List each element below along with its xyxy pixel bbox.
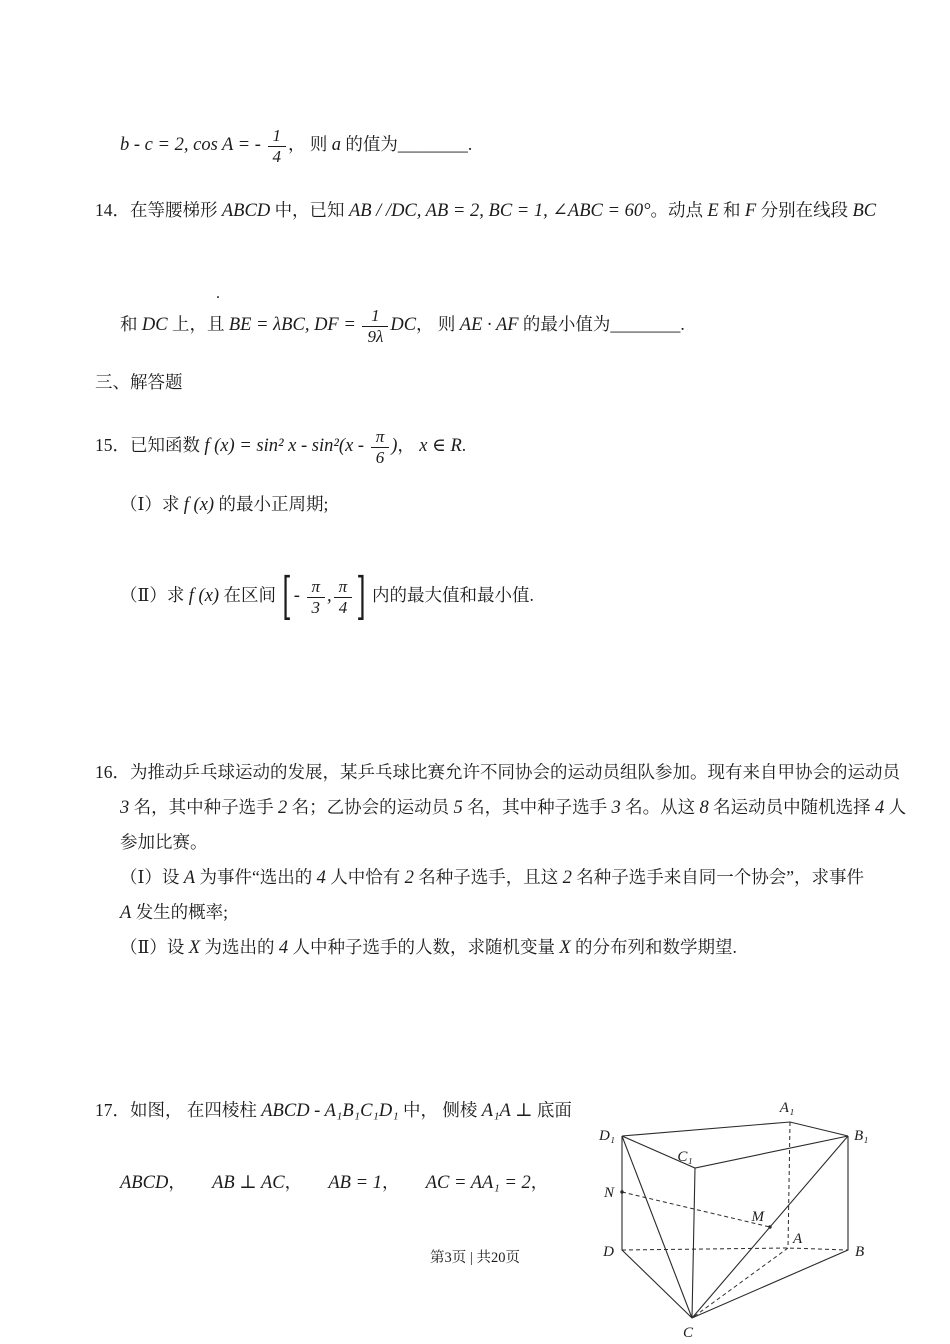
math-text: BE = λBC, DF = — [228, 315, 361, 336]
cjk-text: ， — [381, 1172, 426, 1192]
math-text: F — [744, 201, 757, 221]
math-text: 8 — [699, 798, 709, 818]
math-text: ABCD - A₁B₁C₁D₁ — [261, 1101, 399, 1121]
cjk-text: 名运动员中随机选择 — [708, 797, 875, 817]
fraction-denominator: 3 — [307, 597, 326, 618]
cjk-text: 的最小值为________. — [518, 314, 685, 335]
cjk-text: 和 — [120, 314, 142, 335]
vertex-label-b: B — [855, 1244, 865, 1260]
cjk-text: （Ⅱ）求 — [120, 585, 189, 606]
cjk-text: 15．已知函数 — [95, 435, 205, 456]
prism-figure — [585, 1088, 880, 1344]
vertex-label-c1: C₁ — [677, 1149, 693, 1165]
vertex-label-m: M — [751, 1209, 764, 1225]
math-text: 3 — [611, 798, 621, 818]
cjk-text: 名，其中种子选手 — [462, 797, 612, 817]
math-text: 2 — [562, 868, 572, 888]
math-text: DC — [141, 315, 168, 336]
math-text: AC = AA₁ = 2 — [425, 1173, 531, 1193]
big-bracket: [ — [282, 566, 292, 626]
math-text: ) — [391, 436, 398, 457]
math-text: 4 — [316, 868, 326, 888]
fraction-denominator: 9λ — [362, 326, 388, 347]
cjk-text: 17．如图， 在四棱柱 — [95, 1100, 262, 1120]
cjk-text: 人中恰有 — [325, 867, 405, 887]
cjk-text: 人中种子选手的人数，求随机变量 — [288, 937, 560, 957]
cjk-text: 参加比赛。 — [120, 832, 208, 852]
math-text: f (x) — [183, 495, 215, 515]
fraction — [334, 577, 353, 617]
math-text: DC — [390, 315, 417, 336]
math-text: AE · AF — [459, 315, 519, 336]
cjk-text: （Ⅱ）设 — [120, 937, 189, 957]
cjk-text: 名。从这 — [620, 797, 700, 817]
math-text: , — [327, 586, 332, 607]
math-text: 4 — [875, 798, 885, 818]
question-15-part2 — [120, 566, 534, 626]
cjk-text: ， — [397, 435, 420, 456]
cjk-text: 发生的概率; — [131, 902, 229, 922]
cjk-text: （Ⅰ）求 — [120, 494, 184, 514]
vertex-label-b1: B₁ — [854, 1128, 869, 1144]
cjk-text: 上，且 — [167, 314, 229, 335]
fraction-numerator: 1 — [272, 126, 282, 145]
math-text: AB / /DC, AB = 2, BC = 1, ∠ABC = 60° — [348, 201, 651, 221]
cjk-text: 内的最大值和最小值. — [367, 585, 534, 606]
big-bracket: ] — [356, 566, 366, 626]
question-16-line3 — [120, 830, 208, 855]
vertex-label-d: D — [603, 1244, 614, 1260]
fraction — [362, 306, 388, 346]
math-text: ABCD — [221, 201, 271, 221]
math-text: AB = 1 — [328, 1173, 382, 1193]
vertex-label-a1: A₁ — [779, 1100, 795, 1116]
question-17-line2 — [120, 1170, 548, 1197]
math-text: A₁A ⊥ — [481, 1101, 533, 1121]
question-16-line1 — [95, 760, 900, 785]
vertex-label-c: C — [682, 1325, 694, 1341]
vertex-label-d1: D₁ — [598, 1128, 615, 1144]
cjk-text: 为事件“选出的 — [195, 867, 317, 887]
cjk-text: 中， 侧棱 — [398, 1100, 482, 1120]
cjk-text: 人 — [884, 797, 907, 817]
math-text: 3 — [120, 798, 130, 818]
cjk-text: 分别在线段 — [756, 200, 853, 220]
math-text: E — [707, 201, 719, 221]
midpoint-dots — [620, 1190, 771, 1228]
cjk-text: 和 — [718, 200, 745, 220]
cjk-text: 在区间 — [219, 585, 281, 606]
cjk-text: . — [461, 435, 467, 456]
math-text: 5 — [453, 798, 463, 818]
cjk-text: ， 则 — [288, 134, 332, 155]
page-number-footer: 第3页 | 共20页 — [430, 1250, 520, 1266]
math-text: f (x) = sin² x - sin²(x - — [204, 436, 369, 457]
math-text: b - c = 2, cos A = - — [120, 135, 266, 156]
prism-solid-edges — [622, 1122, 848, 1318]
cjk-text: 的值为________. — [341, 134, 473, 155]
cjk-text: 中，已知 — [270, 200, 349, 220]
cjk-text: ， 则 — [416, 314, 460, 335]
math-text: X — [188, 938, 201, 958]
math-text: 2 — [278, 798, 288, 818]
question-13-continuation — [120, 126, 472, 166]
question-14-line1 — [95, 198, 876, 225]
vertex-label-a: A — [793, 1231, 803, 1247]
fraction-numerator: π — [375, 427, 385, 446]
math-text: X — [559, 938, 571, 958]
question-15-line1 — [95, 427, 466, 467]
math-text: 4 — [278, 938, 289, 958]
math-text: f (x) — [188, 586, 220, 607]
question-15-part1 — [120, 492, 328, 519]
math-text: a — [331, 135, 342, 156]
question-16-line5 — [120, 900, 228, 927]
question-16-line4 — [120, 865, 864, 892]
cjk-text: 14．在等腰梯形 — [95, 200, 222, 220]
fraction-denominator: 6 — [371, 447, 390, 468]
fraction-denominator: 4 — [334, 597, 353, 618]
cjk-text: 的最小正周期; — [214, 494, 329, 514]
math-text: x ∈ R — [419, 436, 462, 457]
cjk-text: 的分布列和数学期望. — [570, 937, 737, 957]
fraction — [268, 126, 287, 166]
stray-dot: . — [216, 285, 220, 302]
math-text: 2 — [404, 868, 414, 888]
cjk-text: （Ⅰ）设 — [120, 867, 184, 887]
section-3-header: 三、解答题 — [95, 372, 183, 392]
fraction-numerator: π — [311, 577, 321, 596]
question-14-line2 — [120, 285, 685, 346]
fraction-denominator: 4 — [268, 146, 287, 167]
fraction — [371, 427, 390, 467]
fraction — [307, 577, 326, 617]
fraction-numerator: π — [338, 577, 348, 596]
cjk-text: 名种子选手，且这 — [413, 867, 563, 887]
question-16-line6 — [120, 935, 737, 962]
cjk-text: ， — [168, 1172, 213, 1192]
math-text: - — [293, 586, 305, 607]
math-text: AB ⊥ AC — [212, 1173, 285, 1193]
cjk-text: 名，其中种子选手 — [129, 797, 278, 817]
cjk-text: 为选出的 — [200, 937, 279, 957]
cjk-text: 名；乙协会的运动员 — [287, 797, 454, 817]
cjk-text: 16．为推动乒乓球运动的发展，某乒乓球比赛允许不同协会的运动员组队参加。现有来自甲协会的运动员 — [95, 762, 900, 782]
math-text: ABCD — [120, 1173, 169, 1193]
cjk-text: 。动点 — [650, 200, 708, 220]
fraction-numerator: 1 — [371, 306, 380, 325]
vertex-label-n: N — [603, 1185, 614, 1201]
math-text: A — [183, 868, 196, 888]
cjk-text: ， — [530, 1172, 549, 1192]
math-text: BC — [852, 201, 877, 221]
cjk-text: 底面 — [532, 1100, 572, 1120]
cjk-text: 名种子选手来自同一个协会”，求事件 — [571, 867, 865, 887]
math-text: A — [120, 903, 132, 923]
question-17-line1 — [95, 1098, 572, 1125]
cjk-text: ， — [284, 1172, 329, 1192]
question-16-line2 — [120, 795, 906, 822]
